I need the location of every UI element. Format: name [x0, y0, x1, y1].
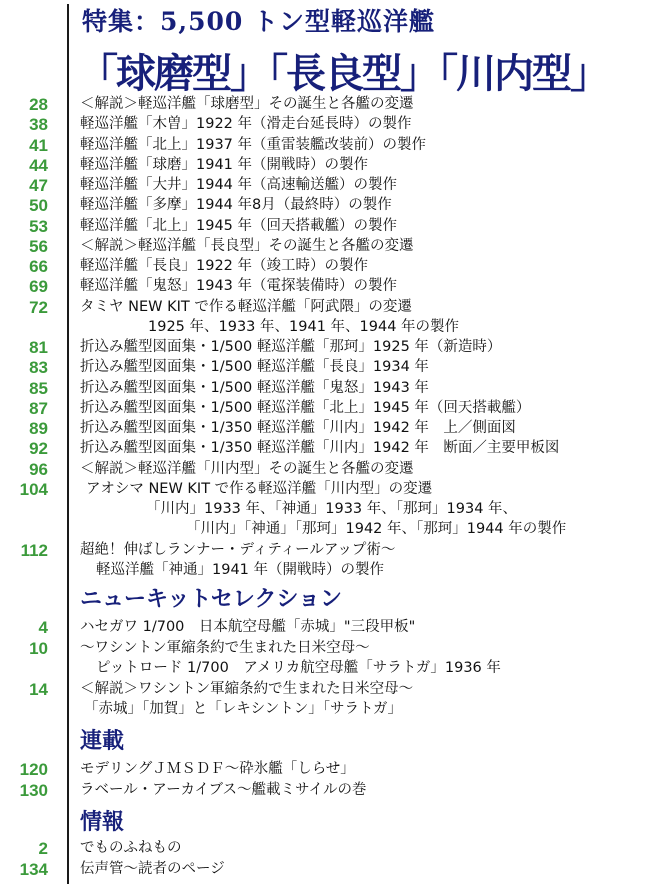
page-number: 69 — [29, 277, 48, 297]
page-number: 4 — [38, 618, 48, 637]
toc-entry — [0, 479, 650, 500]
page-number: 41 — [29, 135, 48, 155]
entry-title: 折込み艦型図面集・1/500 軽巡洋艦「北上」1945 年（回天搭載艦） — [80, 399, 531, 416]
entry-title: 1925 年、1933 年、1941 年、1944 年の製作 — [148, 318, 460, 335]
toc-entry — [0, 114, 650, 135]
toc-entry — [0, 398, 650, 419]
toc-entry — [0, 195, 650, 216]
entry-title: 軽巡洋艦「北上」1937 年（重雷装艦改装前）の製作 — [80, 136, 427, 153]
feature-subtitle: 「球磨型」「長良型」「川内型」 — [78, 50, 608, 97]
page-number: 72 — [29, 297, 48, 317]
toc-entry — [0, 317, 650, 338]
toc-entry — [0, 780, 650, 801]
entry-title: 折込み艦型図面集・1/350 軽巡洋艦「川内」1942 年 上／側面図 — [80, 420, 516, 436]
page-number: 134 — [19, 859, 48, 879]
page-number: 120 — [19, 760, 48, 779]
entry-title: 折込み艦型図面集・1/350 軽巡洋艦「川内」1942 年 断面／主要甲板図 — [80, 440, 560, 457]
entry-title: 折込み艦型図面集・1/500 軽巡洋艦「鬼怒」1943 年 — [80, 379, 429, 396]
toc-entry — [0, 459, 650, 480]
entry-title: 折込み艦型図面集・1/500 軽巡洋艦「那珂」1925 年（新造時） — [80, 339, 502, 355]
toc-entry — [0, 438, 650, 459]
entry-title: ～ワシントン軍縮条約で生まれた日米空母～ — [80, 639, 370, 656]
toc-entry — [0, 540, 650, 561]
entry-title: 軽巡洋艦「鬼怒」1943 年（電探装備時）の製作 — [80, 278, 398, 295]
entry-title: ＜解説＞軽巡洋艦「長良型」その誕生と各艦の変遷 — [80, 237, 414, 254]
toc-entry — [0, 94, 650, 115]
toc-entry — [0, 135, 650, 156]
toc-entry — [0, 418, 650, 439]
entry-title: 軽巡洋艦「大井」1944 年（高速輸送艦）の製作 — [80, 177, 398, 193]
page-number: 104 — [19, 479, 48, 499]
toc-entry — [0, 638, 650, 659]
entry-title: タミヤ NEW KIT で作る軽巡洋艦「阿武隈」の変遷 — [80, 298, 412, 315]
page-number: 53 — [29, 216, 48, 236]
section-heading-new-kit: ニューキットセレクション — [80, 587, 343, 612]
page-number: 112 — [20, 540, 48, 560]
toc-entry — [0, 859, 650, 880]
entry-title: ＜解説＞軽巡洋艦「球磨型」その誕生と各艦の変遷 — [80, 96, 414, 112]
page-number: 50 — [29, 196, 48, 216]
entry-title: でものふねもの — [80, 840, 182, 856]
entry-title: 軽巡洋艦「長良」1922 年（竣工時）の製作 — [80, 258, 369, 274]
entry-title: 軽巡洋艦「多摩」1944 年8月（最終時）の製作 — [80, 197, 392, 214]
page-number: 44 — [29, 155, 48, 175]
page-number: 81 — [29, 338, 48, 357]
toc-entry — [0, 297, 650, 318]
toc-entry — [0, 216, 650, 237]
page-number: 14 — [29, 679, 48, 699]
toc-entry — [0, 658, 650, 679]
section-heading-serial: 連載 — [80, 729, 125, 754]
section-heading-info: 情報 — [80, 810, 125, 835]
page-number: 85 — [29, 378, 48, 398]
entry-title: 超絶！伸ばしランナー・ディティールアップ術～ — [80, 541, 396, 558]
toc-entry — [0, 175, 650, 196]
toc-entry — [0, 699, 650, 720]
page-number: 96 — [29, 459, 48, 479]
page-number: 56 — [29, 236, 48, 256]
entry-title: 「川内」1933 年、「神通」1933 年、「那珂」1934 年、 — [146, 501, 518, 517]
entry-title: 折込み艦型図面集・1/500 軽巡洋艦「長良」1934 年 — [80, 359, 429, 376]
entry-title: ＜解説＞ワシントン軍縮条約で生まれた日米空母～ — [80, 680, 414, 697]
entry-title: ピットロード 1/700 アメリカ航空母艦「サラトガ」1936 年 — [96, 660, 501, 676]
entry-title: モデリングＪＭＳＤＦ～砕氷艦「しらせ」 — [80, 761, 355, 777]
page-number: 38 — [29, 115, 48, 135]
page-number: 83 — [29, 358, 48, 378]
toc-entry — [0, 560, 650, 581]
page-number: 130 — [19, 780, 48, 800]
feature-title: 特集：5,500 トン型軽巡洋艦 — [82, 7, 435, 36]
page-number: 47 — [29, 176, 48, 195]
page-number: 66 — [29, 257, 48, 276]
toc-entry — [0, 838, 650, 859]
page-number: 28 — [29, 95, 48, 114]
toc-entry — [0, 337, 650, 358]
page-number: 87 — [29, 398, 48, 418]
toc-entry — [0, 759, 650, 780]
entry-title: 伝声管～読者のページ — [80, 860, 225, 877]
entry-title: 軽巡洋艦「木曽」1922 年（滑走台延長時）の製作 — [80, 116, 412, 133]
page-number: 10 — [29, 638, 48, 658]
toc-entry — [0, 155, 650, 176]
page-number: 2 — [38, 839, 48, 858]
toc-entry — [0, 357, 650, 378]
entry-title: アオシマ NEW KIT で作る軽巡洋艦「川内型」の変遷 — [86, 480, 433, 497]
toc-entry — [0, 519, 650, 540]
toc-entry — [0, 276, 650, 297]
entry-title: 軽巡洋艦「北上」1945 年（回天搭載艦）の製作 — [80, 217, 398, 234]
page-number: 92 — [29, 439, 48, 459]
entry-title: 軽巡洋艦「神通」1941 年（開戦時）の製作 — [96, 561, 385, 578]
entry-title: 軽巡洋艦「球磨」1941 年（開戦時）の製作 — [80, 156, 369, 173]
entry-title: ラベール・アーカイブス～艦載ミサイルの巻 — [80, 781, 367, 798]
entry-title: 「川内」「神通」「那珂」1942 年、「那珂」1944 年の製作 — [186, 521, 567, 538]
toc-entry — [0, 617, 650, 638]
entry-title: ＜解説＞軽巡洋艦「川内型」その誕生と各艦の変遷 — [80, 460, 414, 477]
toc-entry — [0, 378, 650, 399]
toc-entry — [0, 256, 650, 277]
toc-entry — [0, 499, 650, 520]
toc-entry — [0, 236, 650, 257]
page-number: 89 — [29, 419, 48, 438]
entry-title: ハセガワ 1/700 日本航空母艦「赤城」"三段甲板" — [80, 619, 416, 635]
entry-title: 「赤城」「加賀」と「レキシントン」「サラトガ」 — [84, 701, 403, 717]
toc-entry — [0, 679, 650, 700]
